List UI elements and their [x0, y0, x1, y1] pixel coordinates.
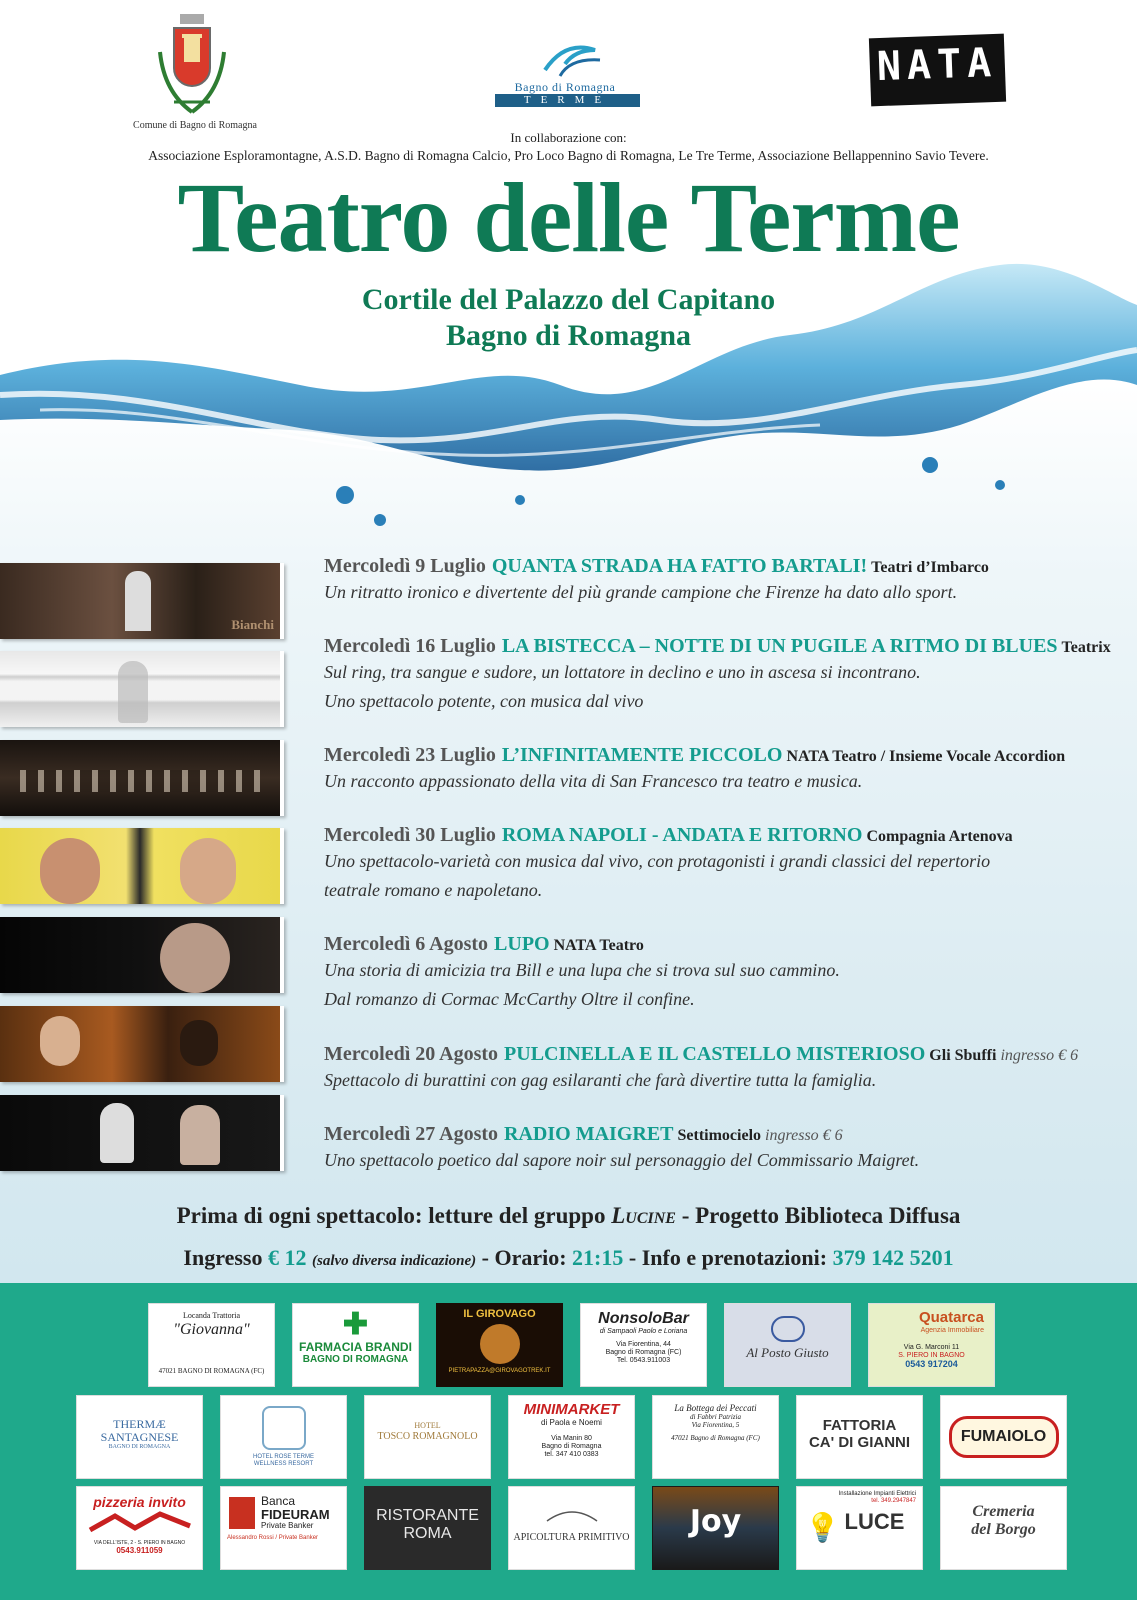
- event-date: Mercoledì 30 Luglio: [324, 824, 496, 846]
- sponsor-text: NonsoloBar: [598, 1310, 689, 1327]
- event-description: Un ritratto ironico e divertente del più grande campione che Firenze ha dato allo sport.: [324, 582, 958, 602]
- sponsor-text: MINIMARKET: [523, 1401, 620, 1418]
- event-title: PULCINELLA E IL CASTELLO MISTERIOSO: [504, 1043, 926, 1065]
- ticket-note: (salvo diversa indicazione): [311, 1253, 477, 1269]
- fideuram-logo-icon: [229, 1497, 255, 1529]
- sponsor-text: La Bottega dei Peccati: [674, 1403, 757, 1413]
- pharmacy-cross-icon: ✚: [342, 1308, 369, 1341]
- sponsor-text: THERMÆ: [113, 1417, 166, 1431]
- sponsor-text: Private Banker: [261, 1521, 314, 1531]
- event-photo-bistecca: [0, 651, 284, 727]
- event-item: [324, 933, 1124, 1014]
- collab-list: Associazione Esploramontagne, A.S.D. Bagno di Romagna Calcio, Pro Loco Bagno di Romagna, Le Tre Terme, Associazione Bellappennino Savio Tevere.: [148, 148, 989, 163]
- event-photo-maigret: [0, 1095, 284, 1171]
- event-company: Teatri d’Imbarco: [871, 559, 989, 576]
- sponsor-text: del Borgo: [971, 1520, 1036, 1538]
- info-phone: 379 142 5201: [832, 1245, 954, 1270]
- venue-subtitle: Cortile del Palazzo del Capitano: [361, 283, 776, 316]
- ticket-info: [0, 1245, 1137, 1271]
- pre-show-text: Prima di ogni spettacolo: letture del gruppo: [176, 1203, 612, 1228]
- sponsor-text: FATTORIA: [822, 1417, 897, 1434]
- event-description: Dal romanzo di Cormac McCarthy Oltre il confine.: [324, 989, 695, 1009]
- event-date: Mercoledì 20 Agosto: [324, 1043, 499, 1065]
- sponsor-text: Agenzia Immobiliare: [920, 1326, 984, 1334]
- sponsor-sant-agnese: [76, 1395, 203, 1479]
- sponsor-text: VIA DELL'ISTE, 2 - S. PIERO IN BAGNO: [93, 1540, 186, 1547]
- sponsor-text: Via Manin 80: [551, 1435, 592, 1443]
- pre-show-note: [0, 1203, 1137, 1229]
- sponsor-text: BAGNO DI ROMAGNA: [108, 1444, 171, 1451]
- pre-show-project: - Progetto Biblioteca Diffusa: [675, 1203, 961, 1228]
- event-photo-infinitamente: [0, 740, 284, 816]
- sponsor-text: APICOLTURA PRIMITIVO: [513, 1532, 630, 1543]
- sponsor-minimarket: [508, 1395, 635, 1479]
- terme-name: Bagno di Romagna: [514, 80, 616, 94]
- sponsor-nonsolobar: [580, 1303, 707, 1387]
- sponsor-ristorante-roma: [364, 1486, 491, 1570]
- sponsor-text: HOTEL ROSE TERME: [252, 1454, 314, 1460]
- sponsor-text: Installazione Impianti Elettrici: [838, 1491, 916, 1497]
- sponsor-text: Joy: [689, 1504, 742, 1539]
- sponsor-fumaiolo: [940, 1395, 1067, 1479]
- sponsor-text: 0543.911059: [116, 1545, 163, 1555]
- event-item: [324, 555, 1124, 607]
- sponsor-text: Cremeria: [972, 1503, 1035, 1520]
- sponsor-text: HOTEL: [414, 1421, 441, 1430]
- sponsor-text: "Giovanna": [173, 1320, 250, 1338]
- sponsor-apicoltura: [508, 1486, 635, 1570]
- rose-crest-icon: [262, 1406, 306, 1450]
- sponsor-text: Via G. Marconi 11: [903, 1344, 960, 1352]
- event-price: ingresso € 6: [1000, 1047, 1079, 1064]
- info-label: - Info e prenotazioni:: [623, 1245, 833, 1270]
- event-title: RADIO MAIGRET: [504, 1123, 674, 1145]
- event-description: teatrale romano e napoletano.: [324, 880, 543, 900]
- event-date: Mercoledì 9 Luglio: [324, 555, 486, 577]
- event-item: [324, 635, 1124, 716]
- main-title: Teatro delle Terme: [177, 162, 960, 273]
- sponsor-quatarca: [868, 1303, 995, 1387]
- sponsor-text: di Fabbri Patrizia: [690, 1412, 741, 1421]
- event-date: Mercoledì 16 Luglio: [324, 635, 496, 657]
- event-photo-bartali: [0, 563, 284, 639]
- event-item: [324, 1043, 1124, 1095]
- comune-label: Comune di Bagno di Romagna: [133, 120, 257, 131]
- sponsor-text: tel. 347 410 0383: [544, 1450, 599, 1458]
- zigzag-icon: [85, 1510, 195, 1536]
- sponsor-text: Banca: [261, 1494, 296, 1508]
- angel-icon: [480, 1324, 520, 1364]
- sponsor-tosco-romagnolo: [364, 1395, 491, 1479]
- sponsor-text: Via Fiorentina, 5: [691, 1420, 740, 1429]
- event-description: Uno spettacolo poetico dal sapore noir sul personaggio del Commissario Maigret.: [324, 1150, 920, 1170]
- sponsor-fattoria: [796, 1395, 923, 1479]
- event-description: Sul ring, tra sangue e sudore, un lottatore in declino e uno in ascesa si incontrano.: [324, 662, 921, 682]
- event-company: Compagnia Artenova: [866, 828, 1013, 845]
- ticket-price: € 12: [267, 1245, 307, 1270]
- event-date: Mercoledì 23 Luglio: [324, 744, 496, 766]
- sponsor-luce: [796, 1486, 923, 1570]
- sponsor-text: PIETRAPAZZA@GIROVAGOTREK.IT: [448, 1368, 551, 1375]
- event-photo-roma-napoli: [0, 828, 284, 904]
- terme-sub: TERME: [495, 94, 640, 107]
- event-title: L’INFINITAMENTE PICCOLO: [501, 744, 783, 766]
- sponsor-text: CA' DI GIANNI: [808, 1433, 911, 1451]
- comune-crest-icon: [152, 12, 232, 120]
- event-company: Gli Sbuffi: [929, 1047, 997, 1064]
- sponsor-text: IL GIROVAGO: [463, 1308, 536, 1320]
- sponsor-text: Locanda Trattoria: [182, 1311, 241, 1320]
- sponsor-text: Al Posto Giusto: [746, 1345, 829, 1360]
- nata-logo-text: NATA: [876, 39, 998, 91]
- sponsor-text: TOSCO ROMAGNOLO: [377, 1430, 478, 1442]
- sponsor-text: FARMACIA BRANDI: [299, 1340, 412, 1354]
- sponsor-text: Tel. 0543.911003: [616, 1356, 671, 1364]
- event-description: Una storia di amicizia tra Bill e una lupa che si trova sul suo cammino.: [324, 960, 840, 980]
- sponsor-text: 47021 BAGNO DI ROMAGNA (FC): [158, 1367, 265, 1376]
- event-photo-pulcinella: [0, 1006, 284, 1082]
- sponsor-text: BAGNO DI ROMAGNA: [302, 1354, 409, 1366]
- sponsor-text: 47021 Bagno di Romagna (FC): [671, 1434, 760, 1443]
- sponsor-rose-terme: [220, 1395, 347, 1479]
- apg-logo-icon: [771, 1316, 805, 1342]
- event-company: NATA Teatro / Insieme Vocale Accordion: [786, 748, 1066, 765]
- sponsor-girovago: [436, 1303, 563, 1387]
- collab-title: In collaborazione con:: [510, 130, 627, 145]
- sponsor-text: Alessandro Rossi / Private Banker: [227, 1535, 319, 1542]
- sponsor-text: Via Fiorentina, 44: [616, 1341, 671, 1349]
- show-time: 21:15: [572, 1245, 624, 1270]
- event-photo-lupo: [0, 917, 284, 993]
- sponsor-joy: [652, 1486, 779, 1570]
- event-title: LUPO: [494, 933, 550, 955]
- event-company: Teatrix: [1061, 639, 1111, 656]
- photo-caption: Bianchi: [231, 617, 274, 632]
- sponsor-pizzeria-invito: [76, 1486, 203, 1570]
- event-description: Uno spettacolo potente, con musica dal vivo: [324, 691, 644, 711]
- lightbulb-icon: 💡: [805, 1512, 840, 1543]
- bee-swirl-icon: [542, 1505, 602, 1527]
- sponsor-text: di Paola e Noemi: [541, 1417, 602, 1427]
- sponsor-text: Quatarca: [918, 1309, 984, 1326]
- sponsor-al-posto-giusto: [724, 1303, 851, 1387]
- event-description: Uno spettacolo-varietà con musica dal vivo, con protagonisti i grandi classici del repertorio: [324, 851, 991, 871]
- event-title: QUANTA STRADA HA FATTO BARTALI!: [491, 555, 868, 577]
- fumaiolo-badge: [949, 1416, 1059, 1458]
- event-description: Un racconto appassionato della vita di San Francesco tra teatro e musica.: [324, 771, 863, 791]
- event-item: [324, 824, 1124, 905]
- sponsor-text: FIDEURAM: [261, 1507, 330, 1523]
- sponsor-text: FUMAIOLO: [960, 1428, 1047, 1445]
- town-subtitle: Bagno di Romagna: [445, 319, 692, 352]
- sponsor-text: WELLNESS RESORT: [253, 1460, 314, 1467]
- sponsor-text: Bagno di Romagna: [541, 1442, 602, 1450]
- sponsor-text: di Sampaoli Paolo e Loriana: [599, 1327, 688, 1335]
- sponsor-text: S. PIERO IN BAGNO: [898, 1351, 965, 1359]
- sponsor-text: 0543 917204: [905, 1358, 958, 1369]
- sponsor-text: pizzeria invito: [93, 1494, 186, 1510]
- sponsor-farmacia: [292, 1303, 419, 1387]
- sponsor-text: ROMA: [403, 1524, 452, 1542]
- time-label: - Orario:: [476, 1245, 573, 1270]
- water-splash-icon: [0, 235, 1137, 545]
- event-description: Spettacolo di burattini con gag esilaranti che farà divertire tutta la famiglia.: [324, 1070, 877, 1090]
- sponsor-text: Bagno di Romagna (FC): [605, 1348, 682, 1356]
- sponsor-fideuram: [220, 1486, 347, 1570]
- event-company: Settimocielo: [677, 1127, 762, 1144]
- event-price: ingresso € 6: [765, 1127, 843, 1144]
- event-date: Mercoledì 27 Agosto: [324, 1123, 499, 1145]
- event-date: Mercoledì 6 Agosto: [324, 933, 489, 955]
- event-title: ROMA NAPOLI - ANDATA E RITORNO: [501, 824, 863, 846]
- sponsor-text: LUCE: [844, 1509, 905, 1535]
- event-item: [324, 1123, 1124, 1175]
- ticket-label: Ingresso: [183, 1245, 263, 1270]
- sponsor-giovanna: [148, 1303, 275, 1387]
- event-item: [324, 744, 1124, 796]
- event-company: NATA Teatro: [553, 937, 644, 954]
- sponsor-text: SANTAGNESE: [100, 1430, 179, 1445]
- sponsor-bottega: [652, 1395, 779, 1479]
- pre-show-group: Lucine: [611, 1203, 676, 1228]
- sponsor-text: RISTORANTE: [376, 1507, 479, 1524]
- sponsor-cremeria: [940, 1486, 1067, 1570]
- event-title: LA BISTECCA – NOTTE DI UN PUGILE A RITMO DI BLUES: [501, 635, 1058, 657]
- sponsor-text: tel. 349.2947847: [871, 1497, 916, 1504]
